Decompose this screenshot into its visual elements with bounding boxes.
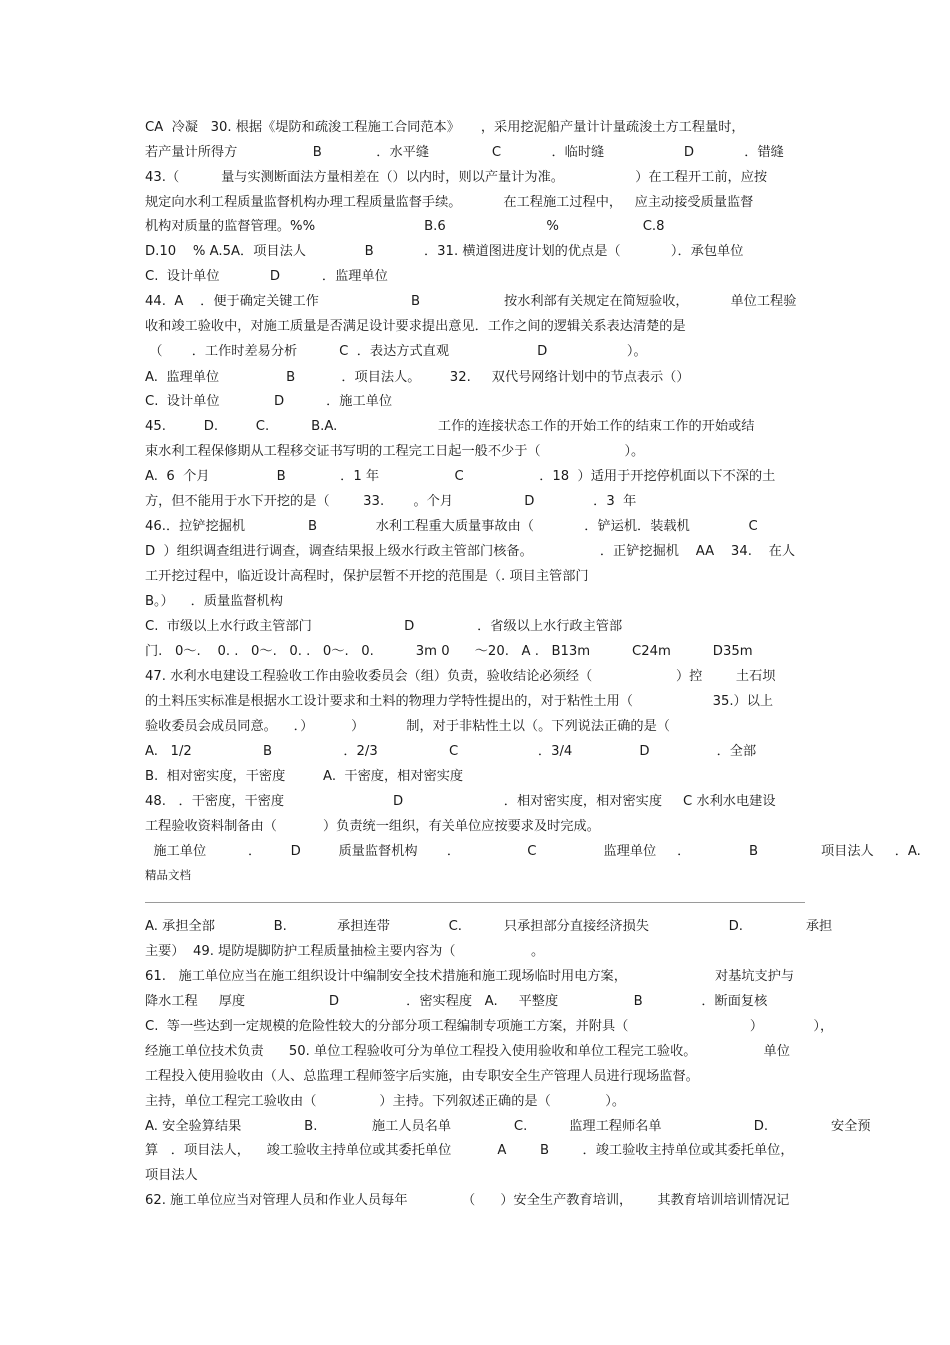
text-line: 算 ．项目法人， 竣工验收主持单位或其委托单位 A B ．竣工验收主持单位或其委托单位， (145, 1143, 794, 1158)
text-line: A. 承担全部 B. 承担连带 C. 只承担部分直接经济损失 D. 承担 (145, 919, 833, 934)
text-line: 工开挖过程中，临近设计高程时，保护层暂不开挖的范围是（. 项目主管部门 (145, 569, 589, 584)
text-line: 经施工单位技术负责 50. 单位工程验收可分为单位工程投入使用验收和单位工程完工验收。 单位 (145, 1044, 790, 1059)
text-line: 工程验收资料制备由（ ）负责统一组织，有关单位应按要求及时完成。 (145, 819, 600, 834)
text-line: 门. 0～. 0. . 0～. 0. . 0～. 0. 3m 0 ～20. A . B13m C24m D35m (145, 644, 753, 659)
text-line: B。） ．质量监督机构 (145, 594, 283, 609)
text-line: C. 设计单位 D ．监理单位 (145, 269, 388, 284)
text-line: 62. 施工单位应当对管理人员和作业人员每年 （ ）安全生产教育培训， 其教育培训培训情况记 (145, 1193, 790, 1208)
text-line: 若产量计所得方 B ．水平缝 C ．临时缝 D ．错缝 (145, 145, 784, 160)
text-line: 47. 水利水电建设工程验收工作由验收委员会（组）负责，验收结论必须经（ ）控 土石坝 (145, 669, 776, 684)
page-divider (145, 902, 805, 903)
text-line: 规定向水利工程质量监督机构办理工程质量监督手续。 在工程施工过程中， 应主动接受质量监督 (145, 195, 754, 210)
text-line: C. 等一些达到一定规模的危险性较大的分部分项工程编制专项施工方案，并附具（ ） ）， (145, 1019, 834, 1034)
page-footer-label: 精品文档 (145, 868, 191, 882)
text-line: C. 市级以上水行政主管部门 D ．省级以上水行政主管部 (145, 619, 623, 634)
text-line: 项目法人 (145, 1168, 198, 1183)
text-line: A. 监理单位 B ．项目法人。 32. 双代号网络计划中的节点表示（） (145, 370, 690, 385)
text-line: 45. D. C. B.A. 工作的连接状态工作的开始工作的结束工作的开始或结 (145, 419, 755, 434)
text-line: 的土料压实标准是根据水工设计要求和土料的物理力学特性提出的，对于粘性土用（ 35.）以上 (145, 694, 774, 709)
text-line: A. 6 个月 B ．1 年 C ．18 ）适用于开挖停机面以下不深的土 (145, 469, 776, 484)
text-line: 44. A ．便于确定关键工作 B 按水利部有关规定在简短验收， 单位工程验 (145, 294, 797, 309)
text-line: 48. ．干密度，干密度 D ．相对密实度，相对密实度 C 水利水电建设 (145, 794, 776, 809)
text-line: B. 相对密实度，干密度 A. 干密度，相对密实度 (145, 769, 464, 784)
text-line: 工程投入使用验收由（人、总监理工程师签字后实施，由专职安全生产管理人员进行现场监督。 (145, 1069, 699, 1084)
text-line: 主持，单位工程完工验收由（ ）主持。下列叙述正确的是（ ）。 (145, 1094, 626, 1109)
text-line: 验收委员会成员同意。 ．） ） 制，对于非粘性土以（。下列说法正确的是（ (145, 719, 670, 734)
text-line: A. 1/2 B ．2/3 C ．3/4 D ．全部 (145, 744, 757, 759)
text-line: C. 设计单位 D ．施工单位 (145, 394, 393, 409)
text-line: 方，但不能用于水下开挖的是（ 33. 。个月 D ．3 年 (145, 494, 637, 509)
text-line: D.10 % A.5A．项目法人 B ．31. 横道图进度计划的优点是（ ）．承包单位 (145, 244, 744, 259)
text-line: 收和竣工验收中，对施工质量是否满足设计要求提出意见．工作之间的逻辑关系表达清楚的是 (145, 319, 686, 334)
text-line: D ）组织调查组进行调查，调查结果报上级水行政主管部门核备。 ．正铲挖掘机 AA 34. 在人 (145, 544, 796, 559)
text-line: 降水工程 厚度 D ．密实程度 A. 平整度 B ．断面复核 (145, 994, 768, 1009)
text-line: 61. 施工单位应当在施工组织设计中编制安全技术措施和施工现场临时用电方案， 对基坑支护与 (145, 969, 795, 984)
text-line: 46.．拉铲挖掘机 B 水利工程重大质量事故由（ ．铲运机．装载机 C (145, 519, 758, 534)
text-line: 43.（ 量与实测断面法方量相差在（）以内时，则以产量计为准。 ）在工程开工前，应按 (145, 170, 768, 185)
text-line: CA 冷凝 30. 根据《堤防和疏浚工程施工合同范本》 ，采用挖泥船产量计计量疏浚土方工程量时， (145, 120, 745, 135)
text-line: A. 安全验算结果 B. 施工人员名单 C. 监理工程师名单 D. 安全预 (145, 1119, 871, 1134)
text-line: 主要） 49. 堤防堤脚防护工程质量抽检主要内容为（ 。 (145, 944, 545, 959)
text-line: 束水利工程保修期从工程移交证书写明的工程完工日起一般不少于（ ）。 (145, 444, 645, 459)
text-line: 机构对质量的监督管理。%% B.6 % C.8 (145, 219, 665, 234)
text-line: 施工单位 ． D 质量监督机构 ． C 监理单位 ． B 项目法人 ．A. (145, 844, 921, 859)
text-line: （ ．工作时差易分析 C ．表达方式直观 D ）。 (145, 344, 647, 359)
